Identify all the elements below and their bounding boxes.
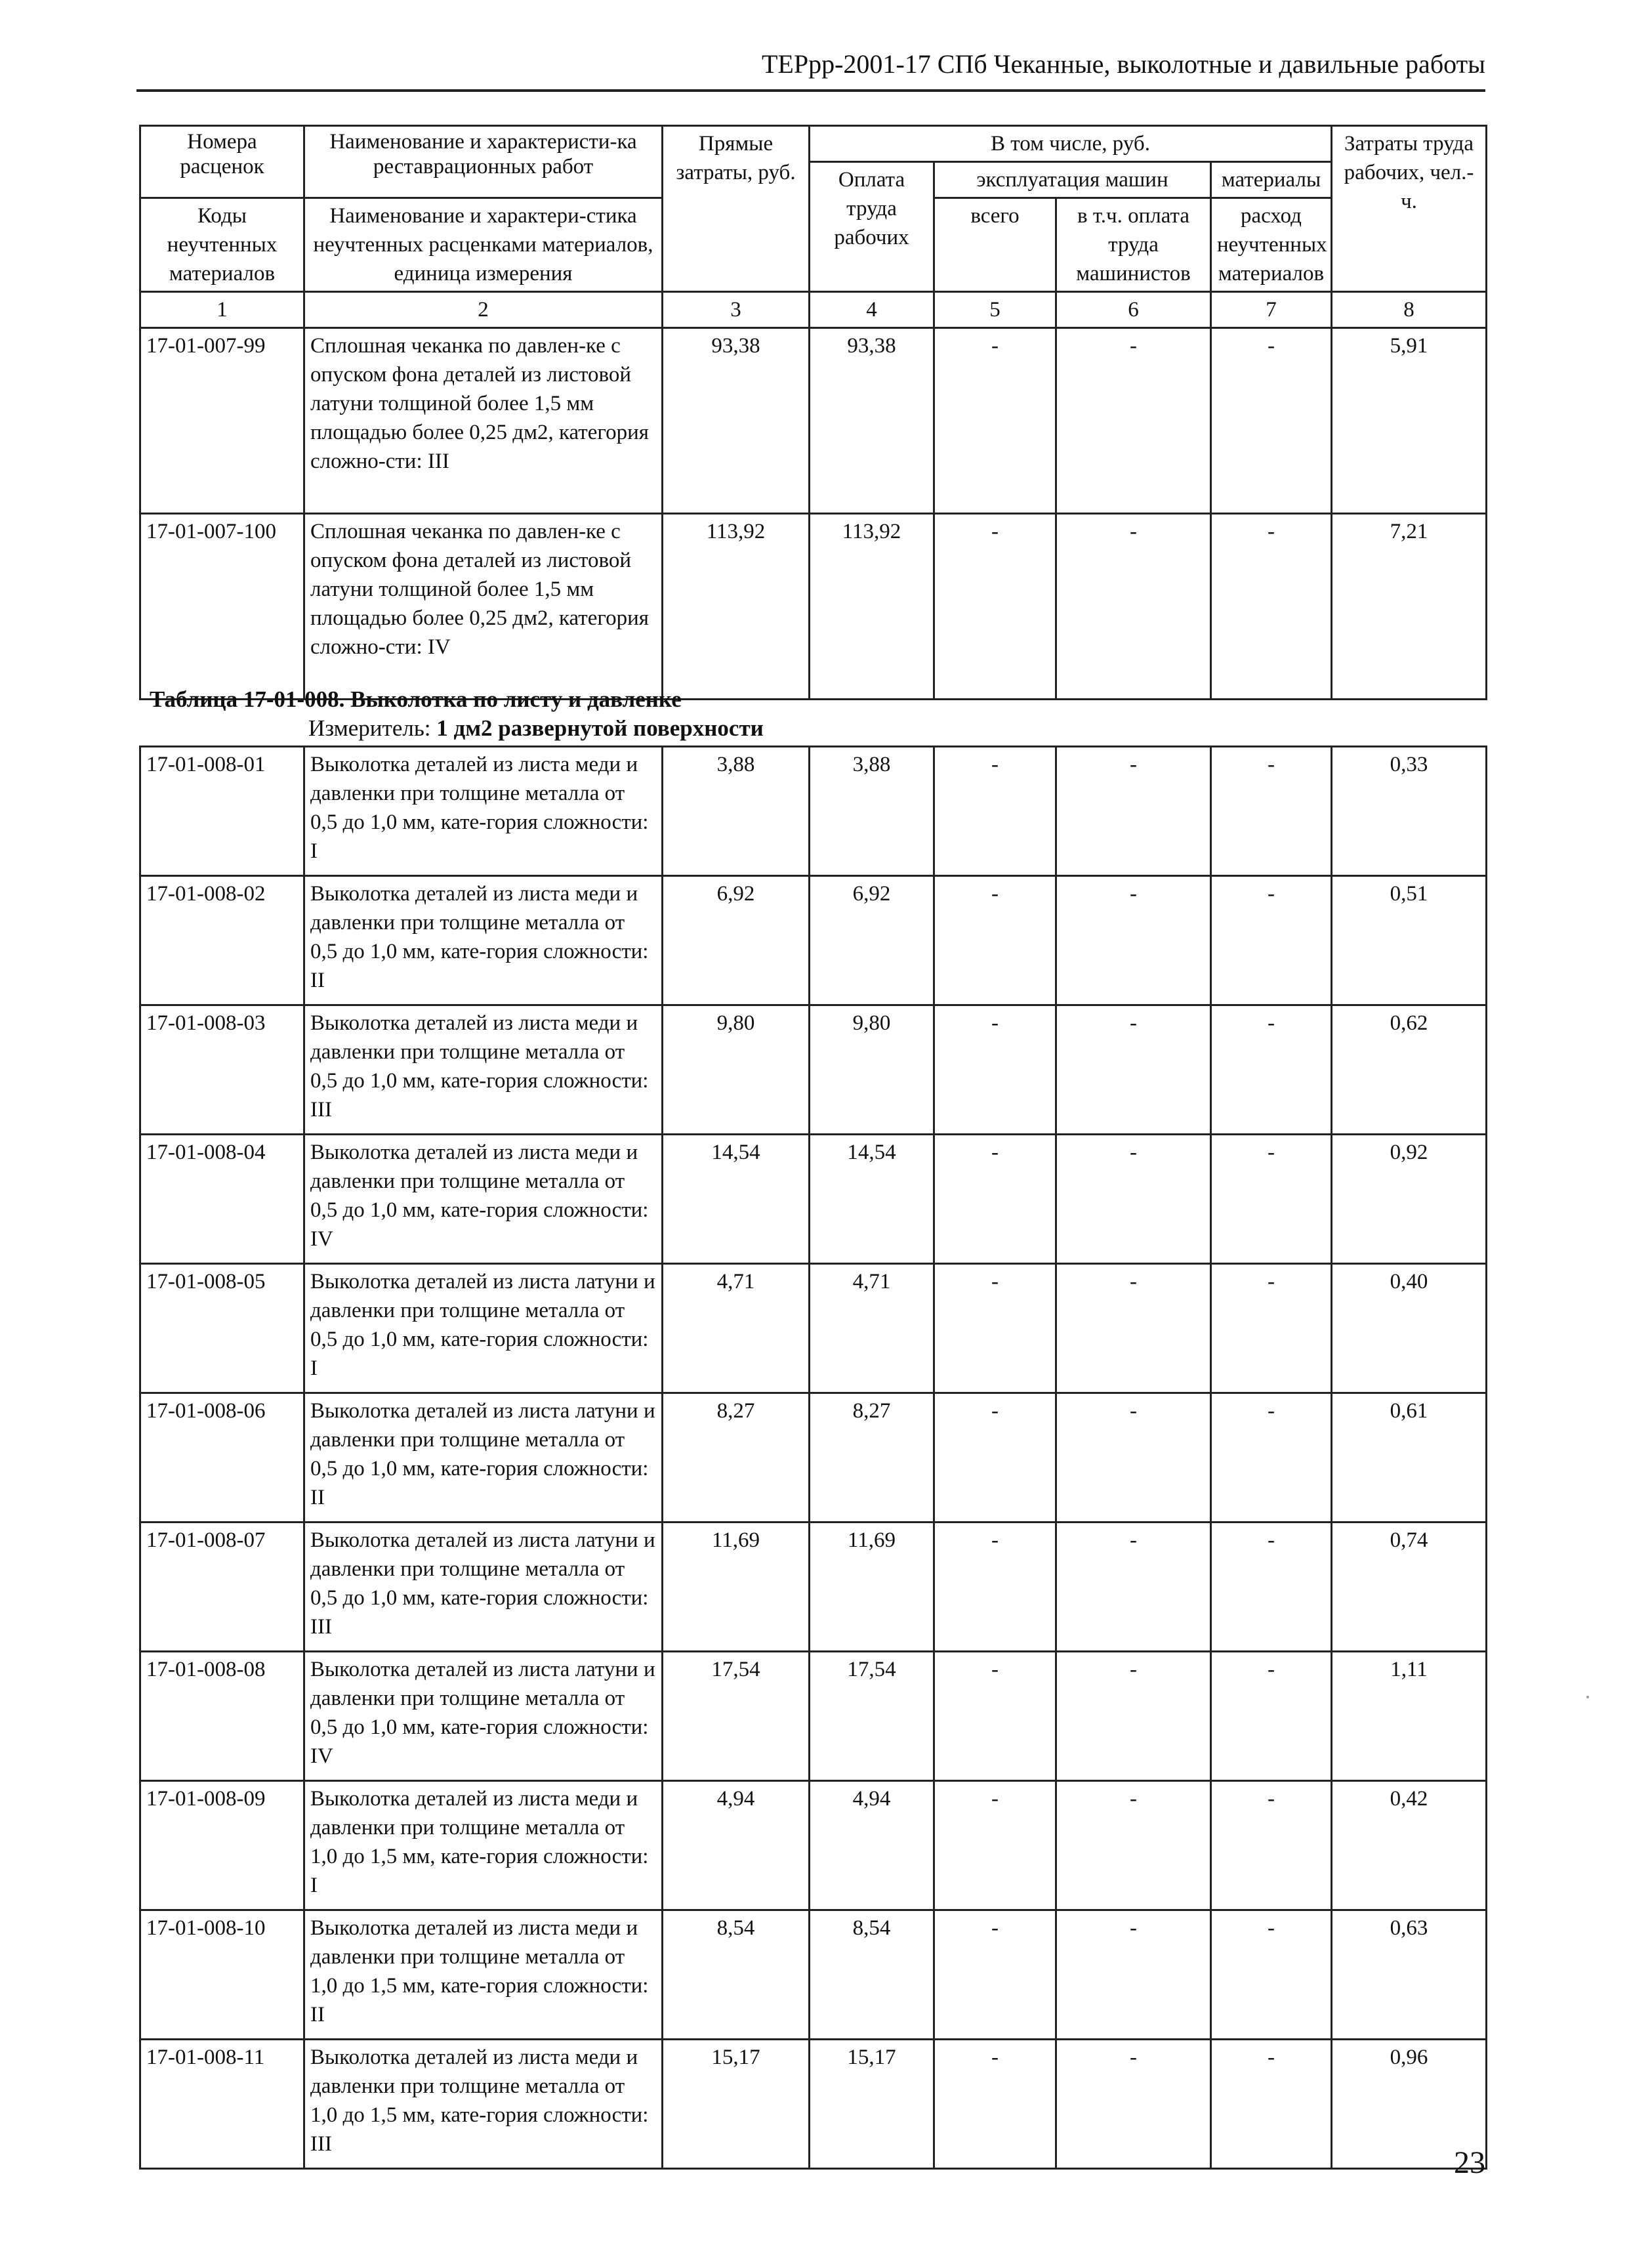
materials: - [1211, 1264, 1332, 1393]
materials: - [1211, 1393, 1332, 1522]
direct-costs: 93,38 [663, 328, 810, 514]
direct-costs: 15,17 [663, 2040, 810, 2169]
table-row [140, 1393, 1487, 1522]
table-row [140, 876, 1487, 1005]
worker-wages: 8,27 [810, 1393, 934, 1522]
worker-wages: 4,71 [810, 1264, 934, 1393]
column-number: 4 [810, 292, 934, 328]
measure-unit [308, 714, 764, 743]
page-number: 23 [1454, 2145, 1485, 2180]
work-description: Сплошная чеканка по давлен-ке с опуском фона деталей из листовой латуни толщиной более 1,5 мм площадью более 0,25 дм2, категория сложно-сти: III [304, 328, 663, 514]
table-row [140, 514, 1487, 700]
table-row [140, 1652, 1487, 1781]
machines-total: - [934, 514, 1056, 700]
worker-wages: 11,69 [810, 1522, 934, 1652]
materials: - [1211, 876, 1332, 1005]
header-including: В том числе, руб. [810, 126, 1332, 162]
machinist-wages: - [1056, 1393, 1211, 1522]
materials: - [1211, 328, 1332, 514]
work-description: Выколотка деталей из листа меди и давленки при толщине металла от 1,0 до 1,5 мм, кате-гория сложности: III [304, 2040, 663, 2169]
materials: - [1211, 1652, 1332, 1781]
rate-code: 17-01-008-05 [140, 1264, 304, 1393]
rate-code: 17-01-008-08 [140, 1652, 304, 1781]
labor-costs: 0,96 [1332, 2040, 1487, 2169]
labor-costs: 1,11 [1332, 1652, 1487, 1781]
table-body [140, 747, 1487, 2169]
rate-code: 17-01-008-03 [140, 1005, 304, 1135]
work-description: Выколотка деталей из листа латуни и давленки при толщине металла от 0,5 до 1,0 мм, кате-гория сложности: IV [304, 1652, 663, 1781]
worker-wages: 9,80 [810, 1005, 934, 1135]
worker-wages: 6,92 [810, 876, 934, 1005]
worker-wages: 4,94 [810, 1781, 934, 1910]
machinist-wages: - [1056, 1522, 1211, 1652]
direct-costs: 6,92 [663, 876, 810, 1005]
table-row [140, 1005, 1487, 1135]
table-caption: Таблица 17-01-008. Выколотка по листу и давленке [150, 686, 682, 712]
labor-costs: 0,63 [1332, 1910, 1487, 2040]
worker-wages: 15,17 [810, 2040, 934, 2169]
direct-costs: 8,54 [663, 1910, 810, 2040]
rate-code: 17-01-008-01 [140, 747, 304, 876]
worker-wages: 8,54 [810, 1910, 934, 2040]
header-machines-total: всего [934, 198, 1056, 292]
column-number: 8 [1332, 292, 1487, 328]
work-description: Выколотка деталей из листа меди и давленки при толщине металла от 1,0 до 1,5 мм, кате-гория сложности: II [304, 1910, 663, 2040]
labor-costs: 0,62 [1332, 1005, 1487, 1135]
rates-table-007 [139, 125, 1487, 700]
column-number: 1 [140, 292, 304, 328]
header-rule [136, 89, 1485, 92]
labor-costs: 0,42 [1332, 1781, 1487, 1910]
work-description: Выколотка деталей из листа латуни и давленки при толщине металла от 0,5 до 1,0 мм, кате-гория сложности: II [304, 1393, 663, 1522]
machinist-wages: - [1056, 1652, 1211, 1781]
materials: - [1211, 1135, 1332, 1264]
machinist-wages: - [1056, 876, 1211, 1005]
work-description: Выколотка деталей из листа латуни и давленки при толщине металла от 0,5 до 1,0 мм, кате-гория сложности: I [304, 1264, 663, 1393]
machinist-wages: - [1056, 2040, 1211, 2169]
header-materials: материалы [1211, 162, 1332, 198]
labor-costs: 0,61 [1332, 1393, 1487, 1522]
header-direct-costs: Прямые затраты, руб. [663, 126, 810, 292]
work-description: Выколотка деталей из листа латуни и давленки при толщине металла от 0,5 до 1,0 мм, кате-гория сложности: III [304, 1522, 663, 1652]
work-description: Выколотка деталей из листа меди и давленки при толщине металла от 0,5 до 1,0 мм, кате-гория сложности: I [304, 747, 663, 876]
work-description: Сплошная чеканка по давлен-ке с опуском фона деталей из листовой латуни толщиной более 1,5 мм площадью более 0,25 дм2, категория сложно-сти: IV [304, 514, 663, 700]
labor-costs: 0,33 [1332, 747, 1487, 876]
work-description: Выколотка деталей из листа меди и давленки при толщине металла от 0,5 до 1,0 мм, кате-гория сложности: II [304, 876, 663, 1005]
machinist-wages: - [1056, 1781, 1211, 1910]
machinist-wages: - [1056, 514, 1211, 700]
machines-total: - [934, 1522, 1056, 1652]
table-row [140, 1522, 1487, 1652]
machines-total: - [934, 1264, 1056, 1393]
rate-code: 17-01-007-100 [140, 514, 304, 700]
table-header [140, 126, 1487, 328]
rate-code: 17-01-008-11 [140, 2040, 304, 2169]
table-row [140, 328, 1487, 514]
materials: - [1211, 747, 1332, 876]
work-description: Выколотка деталей из листа меди и давленки при толщине металла от 1,0 до 1,5 мм, кате-гория сложности: I [304, 1781, 663, 1910]
machinist-wages: - [1056, 1005, 1211, 1135]
labor-costs: 0,92 [1332, 1135, 1487, 1264]
machines-total: - [934, 747, 1056, 876]
direct-costs: 8,27 [663, 1393, 810, 1522]
machines-total: - [934, 876, 1056, 1005]
machines-total: - [934, 1652, 1056, 1781]
worker-wages: 14,54 [810, 1135, 934, 1264]
machines-total: - [934, 1910, 1056, 2040]
machinist-wages: - [1056, 1135, 1211, 1264]
rate-code: 17-01-008-02 [140, 876, 304, 1005]
column-number: 2 [304, 292, 663, 328]
direct-costs: 113,92 [663, 514, 810, 700]
rates-table-008 [139, 746, 1487, 2170]
scan-speck [1586, 1696, 1589, 1698]
rate-code: 17-01-008-04 [140, 1135, 304, 1264]
direct-costs: 4,71 [663, 1264, 810, 1393]
column-number: 6 [1056, 292, 1211, 328]
labor-costs: 5,91 [1332, 328, 1487, 514]
direct-costs: 14,54 [663, 1135, 810, 1264]
rate-code: 17-01-008-07 [140, 1522, 304, 1652]
machinist-wages: - [1056, 747, 1211, 876]
rate-code: 17-01-007-99 [140, 328, 304, 514]
machines-total: - [934, 1393, 1056, 1522]
machines-total: - [934, 328, 1056, 514]
materials: - [1211, 1005, 1332, 1135]
worker-wages: 3,88 [810, 747, 934, 876]
machinist-wages: - [1056, 1910, 1211, 2040]
table-row [140, 1910, 1487, 2040]
direct-costs: 9,80 [663, 1005, 810, 1135]
labor-costs: 0,51 [1332, 876, 1487, 1005]
materials: - [1211, 1522, 1332, 1652]
materials: - [1211, 514, 1332, 700]
materials: - [1211, 1781, 1332, 1910]
machines-total: - [934, 1135, 1056, 1264]
header-labor-costs: Затраты труда рабочих, чел.-ч. [1332, 126, 1487, 292]
worker-wages: 93,38 [810, 328, 934, 514]
rate-code: 17-01-008-06 [140, 1393, 304, 1522]
column-number: 3 [663, 292, 810, 328]
header-machine-operation: эксплуатация машин [934, 162, 1211, 198]
worker-wages: 17,54 [810, 1652, 934, 1781]
measure-label: Измеритель: [308, 715, 431, 741]
running-head: ТЕРрр-2001-17 СПб Чеканные, выколотные и давильные работы [761, 49, 1485, 79]
rate-code: 17-01-008-10 [140, 1910, 304, 2040]
direct-costs: 3,88 [663, 747, 810, 876]
table-row [140, 1135, 1487, 1264]
header-rate-numbers: Номера расценок [140, 126, 304, 198]
table-row [140, 2040, 1487, 2169]
header-machinist-wages: в т.ч. оплата труда машинистов [1056, 198, 1211, 292]
direct-costs: 17,54 [663, 1652, 810, 1781]
column-number: 7 [1211, 292, 1332, 328]
direct-costs: 11,69 [663, 1522, 810, 1652]
table-body [140, 328, 1487, 700]
header-worker-wages: Оплата труда рабочих [810, 162, 934, 292]
table-row [140, 1264, 1487, 1393]
table-row [140, 747, 1487, 876]
direct-costs: 4,94 [663, 1781, 810, 1910]
column-number: 5 [934, 292, 1056, 328]
work-description: Выколотка деталей из листа меди и давленки при толщине металла от 0,5 до 1,0 мм, кате-гория сложности: III [304, 1005, 663, 1135]
labor-costs: 7,21 [1332, 514, 1487, 700]
header-material-names: Наименование и характери-стика неучтенных расценками материалов, единица измерения [304, 198, 663, 292]
machines-total: - [934, 1005, 1056, 1135]
machinist-wages: - [1056, 328, 1211, 514]
measure-value: 1 дм2 развернутой поверхности [436, 715, 764, 741]
machines-total: - [934, 2040, 1056, 2169]
table-row [140, 1781, 1487, 1910]
header-material-codes: Коды неучтенных материалов [140, 198, 304, 292]
header-material-consumption: расход неучтенных материалов [1211, 198, 1332, 292]
materials: - [1211, 1910, 1332, 2040]
worker-wages: 113,92 [810, 514, 934, 700]
materials: - [1211, 2040, 1332, 2169]
header-work-name: Наименование и характеристи-ка реставрационных работ [304, 126, 663, 198]
rate-code: 17-01-008-09 [140, 1781, 304, 1910]
labor-costs: 0,74 [1332, 1522, 1487, 1652]
machinist-wages: - [1056, 1264, 1211, 1393]
work-description: Выколотка деталей из листа меди и давленки при толщине металла от 0,5 до 1,0 мм, кате-гория сложности: IV [304, 1135, 663, 1264]
labor-costs: 0,40 [1332, 1264, 1487, 1393]
machines-total: - [934, 1781, 1056, 1910]
